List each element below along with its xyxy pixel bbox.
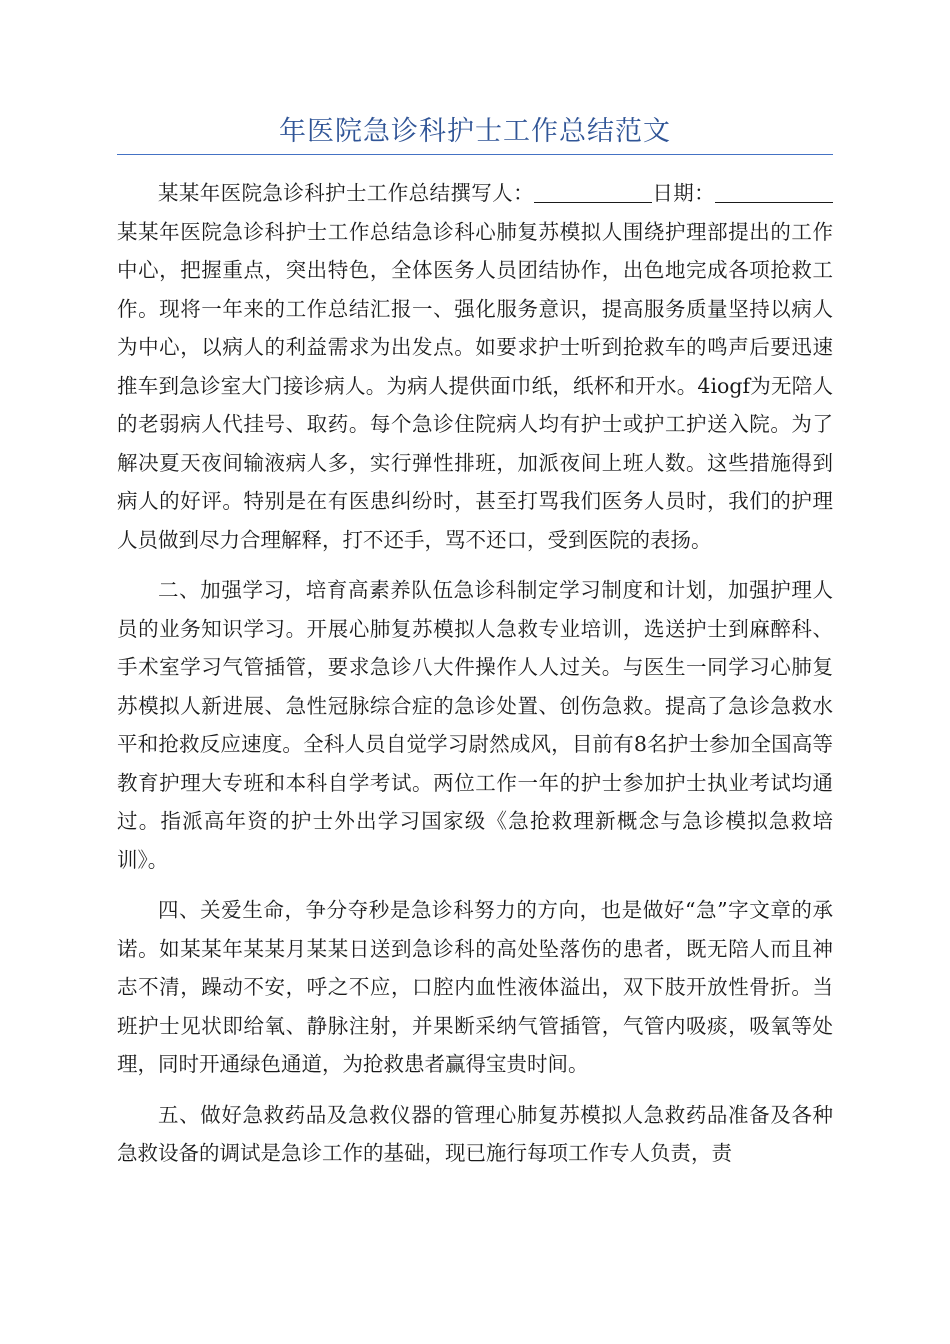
author-label: 某某年医院急诊科护士工作总结撰写人：	[158, 181, 534, 205]
date-label: 日期：	[651, 181, 716, 205]
intro-text: 某某年医院急诊科护士工作总结急诊科心肺复苏模拟人围绕护理部提出的工作中心，把握重点，突出特色，全体医务人员团结协作，出色地完成各项抢救工作。现将一年来的工作总结汇报一、强化服务意识，提高服务质量坚持以病人为中心，以病人的利益需求为出发点。如要求护士听到抢救车的鸣声后要迅速推车到急诊室大门接诊病人。为病人提供面巾纸，纸杯和开水。4iogf为无陪人的老弱病人代挂号、取药。每个急诊住院病人均有护士或护工护送入院。为了解决夏天夜间输液病人多，实行弹性排班，加派夜间上班人数。这些措施得到病人的好评。特别是在有医患纠纷时，甚至打骂我们医务人员时，我们的护理人员做到尽力合理解释，打不还手，骂不还口，受到医院的表扬。	[117, 219, 833, 552]
paragraph-intro	[117, 174, 833, 559]
date-blank	[715, 181, 833, 204]
document-body	[117, 174, 833, 1185]
paragraph-management: 五、做好急救药品及急救仪器的管理心肺复苏模拟人急救药品准备及各种急救设备的调试是急诊工作的基础，现已施行每项工作专人负责，责	[117, 1102, 833, 1165]
title-underline	[117, 154, 833, 155]
paragraph-learning: 二、加强学习，培育高素养队伍急诊科制定学习制度和计划，加强护理人员的业务知识学习。开展心肺复苏模拟人急救专业培训，选送护士到麻醉科、手术室学习气管插管，要求急诊八大件操作人人过关。与医生一同学习心肺复苏模拟人新进展、急性冠脉综合症的急诊处置、创伤急救。提高了急诊急救水平和抢救反应速度。全科人员自觉学习尉然成风，目前有8名护士参加全国高等教育护理大专班和本科自学考试。两位工作一年的护士参加护士执业考试均通过。指派高年资的护士外出学习国家级《急抢救理新概念与急诊模拟急救培训》。	[117, 578, 833, 872]
author-blank	[534, 181, 652, 204]
document-title: 年医院急诊科护士工作总结范文	[279, 116, 671, 147]
paragraph-life: 四、关爱生命，争分夺秒是急诊科努力的方向，也是做好“急”字文章的承诺。如某某年某某月某某日送到急诊科的高处坠落伤的患者，既无陪人而且神志不清，躁动不安，呼之不应，口腔内血性液体溢出，双下肢开放性骨折。当班护士见状即给氧、静脉注射，并果断采纳气管插管，气管内吸痰，吸氧等处理，同时开通绿色通道，为抢救患者赢得宝贵时间。	[117, 898, 833, 1076]
